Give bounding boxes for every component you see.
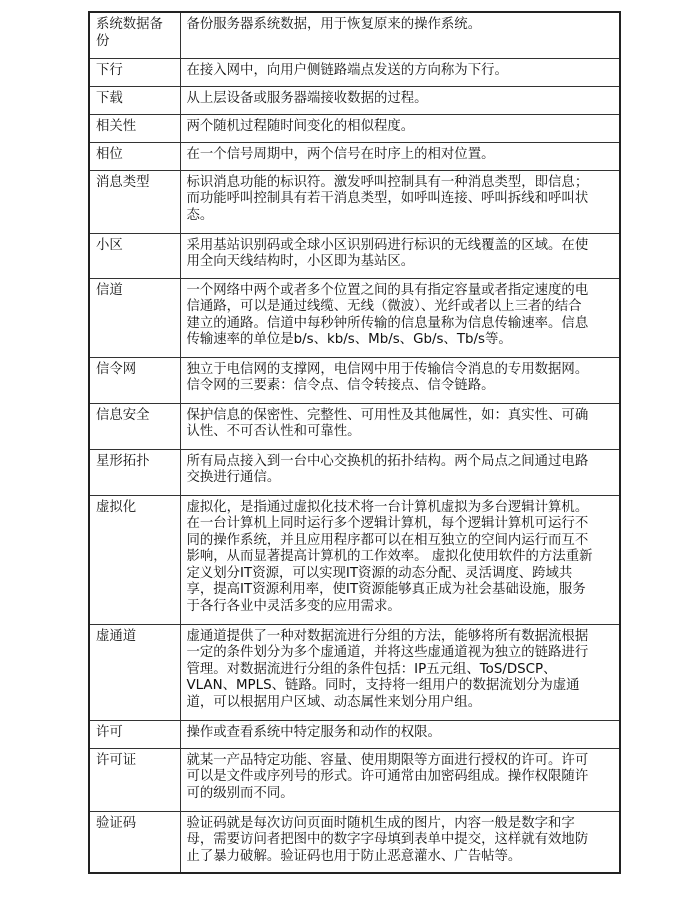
term-cell bbox=[89, 86, 180, 114]
definition-cell bbox=[180, 58, 620, 86]
term-cell bbox=[89, 811, 180, 873]
definition-text: 认性、不可否认性和可靠性。 bbox=[186, 424, 361, 439]
term-cell bbox=[89, 58, 180, 86]
definition-cell bbox=[180, 142, 620, 170]
term-cell bbox=[89, 449, 180, 495]
glossary-body bbox=[89, 12, 620, 873]
definition-text: 同的操作系统，并且应用程序都可以在相互独立的空间内运行而互不 bbox=[186, 532, 589, 548]
term-text: 小区 bbox=[96, 237, 123, 253]
definition-text: 虚拟化，是指通过虚拟化技术将一台计算机虚拟为多台逻辑计算机。 bbox=[186, 499, 589, 515]
term-cell bbox=[89, 624, 180, 720]
definition-text: 享，提高IT资源利用率，使IT资源能够真正成为社会基础设施，服务 bbox=[186, 582, 586, 597]
definition-text: 在一台计算机上同时运行多个逻辑计算机，每个逻辑计算机可运行不 bbox=[186, 516, 589, 531]
term-text: 下载 bbox=[96, 90, 123, 106]
table-row bbox=[89, 748, 620, 811]
definition-text: 所有局点接入到一台中心交换机的拓扑结构。两个局点之间通过电路 bbox=[186, 453, 589, 469]
term-text: 信息安全 bbox=[96, 407, 150, 423]
term-text: 相位 bbox=[96, 146, 123, 162]
definition-cell bbox=[180, 114, 620, 142]
definition-text: 母，需要访问者把图中的数字字母填到表单中提交，这样就有效地防 bbox=[186, 832, 589, 847]
term-text: 消息类型 bbox=[96, 174, 150, 190]
definition-text: 备份服务器系统数据，用于恢复原来的操作系统。 bbox=[186, 17, 482, 32]
term-text: 份 bbox=[96, 33, 110, 49]
term-text: 信令网 bbox=[96, 361, 137, 377]
definition-text: 管理。对数据流进行分组的条件包括：IP五元组、ToS/DSCP、 bbox=[186, 661, 557, 677]
table-row bbox=[89, 233, 620, 278]
definition-text: VLAN、MPLS、链路。同时，支持将一组用户的数据流划分为虚通 bbox=[186, 678, 580, 693]
definition-cell bbox=[180, 233, 620, 278]
term-text: 虚拟化 bbox=[96, 499, 137, 515]
definition-cell bbox=[180, 624, 620, 720]
definition-text: 在接入网中，向用户侧链路端点发送的方向称为下行。 bbox=[186, 62, 508, 78]
term-text: 信道 bbox=[96, 282, 123, 298]
definition-text: 一个网络中两个或者多个位置之间的具有指定容量或者指定速度的电 bbox=[186, 282, 589, 298]
term-cell bbox=[89, 142, 180, 170]
definition-text: 保护信息的保密性、完整性、可用性及其他属性，如：真实性、可确 bbox=[186, 407, 589, 423]
definition-text: 在一个信号周期中，两个信号在时序上的相对位置。 bbox=[186, 146, 495, 162]
definition-text: 采用基站识别码或全球小区识别码进行标识的无线覆盖的区域。在使 bbox=[186, 237, 589, 253]
term-cell bbox=[89, 233, 180, 278]
definition-text: 而功能呼叫控制具有若干消息类型，如呼叫连接、呼叫拆线和呼叫状 bbox=[186, 191, 589, 206]
glossary-table bbox=[88, 11, 621, 874]
definition-text: 信通路，可以是通过线缆、无线（微波）、光纤或者以上三者的结合 bbox=[186, 299, 582, 314]
definition-cell bbox=[180, 720, 620, 748]
definition-text: 验证码就是每次访问页面时随机生成的图片，内容一般是数字和字 bbox=[186, 815, 575, 831]
table-row bbox=[89, 811, 620, 873]
term-text: 许可证 bbox=[96, 752, 137, 768]
definition-cell bbox=[180, 170, 620, 233]
definition-text: 从上层设备或服务器端接收数据的过程。 bbox=[186, 90, 428, 106]
table-row bbox=[89, 720, 620, 748]
term-cell bbox=[89, 114, 180, 142]
term-text: 许可 bbox=[96, 724, 123, 740]
table-row bbox=[89, 403, 620, 449]
table-row bbox=[89, 58, 620, 86]
table-row bbox=[89, 624, 620, 720]
table-row bbox=[89, 278, 620, 357]
term-text: 验证码 bbox=[96, 815, 137, 831]
term-cell bbox=[89, 495, 180, 624]
definition-text: 止了暴力破解。验证码也用于防止恶意灌水、广告帖等。 bbox=[186, 848, 522, 864]
term-cell bbox=[89, 278, 180, 357]
definition-text: 两个随机过程随时间变化的相似程度。 bbox=[186, 118, 415, 134]
definition-text: 标识消息功能的标识符。激发呼叫控制具有一种消息类型，即信息； bbox=[186, 174, 589, 190]
term-cell bbox=[89, 357, 180, 403]
definition-cell bbox=[180, 403, 620, 449]
term-text: 下行 bbox=[96, 62, 123, 78]
definition-cell bbox=[180, 12, 620, 58]
table-row bbox=[89, 86, 620, 114]
term-cell bbox=[89, 720, 180, 748]
term-text: 相关性 bbox=[96, 118, 137, 134]
table-row bbox=[89, 449, 620, 495]
table-row bbox=[89, 114, 620, 142]
definition-text: 操作或查看系统中特定服务和动作的权限。 bbox=[186, 724, 441, 740]
definition-text: 建立的通路。信道中每秒钟所传输的信息量称为信息传输速率。信息 bbox=[186, 315, 589, 331]
definition-text: 于各行各业中灵活多变的应用需求。 bbox=[186, 598, 401, 614]
definition-cell bbox=[180, 495, 620, 624]
definition-cell bbox=[180, 86, 620, 114]
term-cell bbox=[89, 748, 180, 811]
definition-text: 独立于电信网的支撑网，电信网中用于传输信令消息的专用数据网。 bbox=[186, 361, 589, 377]
table-row bbox=[89, 495, 620, 624]
definition-text: 态。 bbox=[186, 207, 214, 223]
definition-text: 道，可以根据用户区域、动态属性来划分用户组。 bbox=[186, 694, 482, 710]
term-cell bbox=[89, 403, 180, 449]
term-text: 虚通道 bbox=[96, 628, 137, 644]
definition-text: 虚通道提供了一种对数据流进行分组的方法，能够将所有数据流根据 bbox=[186, 628, 589, 644]
definition-text: 信令网的三要素：信令点、信令转接点、信令链路。 bbox=[186, 378, 495, 393]
table-row bbox=[89, 12, 620, 58]
definition-text: 交换进行通信。 bbox=[186, 470, 281, 485]
definition-text: 用全向天线结构时，小区即为基站区。 bbox=[186, 254, 415, 269]
definition-text: 可以是文件或序列号的形式。许可通常由加密码组成。操作权限随许 bbox=[186, 769, 589, 784]
table-row bbox=[89, 142, 620, 170]
definition-text: 就某一产品特定功能、容量、使用期限等方面进行授权的许可。许可 bbox=[186, 752, 589, 768]
definition-text: 影响，从而显著提高计算机的工作效率。 虚拟化使用软件的方法重新 bbox=[186, 549, 593, 564]
table-row bbox=[89, 357, 620, 403]
term-text: 星形拓扑 bbox=[96, 453, 150, 469]
table-row bbox=[89, 170, 620, 233]
definition-cell bbox=[180, 278, 620, 357]
term-text: 系统数据备 bbox=[96, 17, 163, 32]
definition-text: 定义划分IT资源，可以实现IT资源的动态分配、灵活调度、跨域共 bbox=[186, 565, 573, 581]
definition-text: 传输速率的单位是b/s、kb/s、Mb/s、Gb/s、Tb/s等。 bbox=[186, 332, 512, 347]
definition-cell bbox=[180, 748, 620, 811]
definition-text: 一定的条件划分为多个虚通道，并将这些虚通道视为独立的链路进行 bbox=[186, 645, 589, 660]
definition-text: 可的级别而不同。 bbox=[186, 785, 294, 801]
term-cell bbox=[89, 12, 180, 58]
definition-cell bbox=[180, 449, 620, 495]
definition-cell bbox=[180, 357, 620, 403]
definition-cell bbox=[180, 811, 620, 873]
term-cell bbox=[89, 170, 180, 233]
